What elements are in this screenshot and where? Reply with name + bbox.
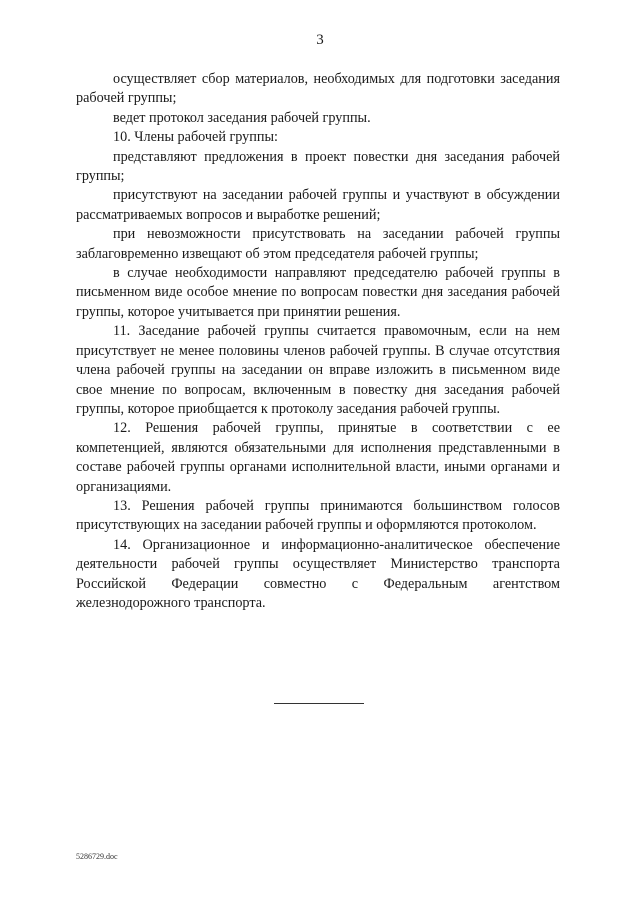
paragraph: представляют предложения в проект повестки дня заседания рабочей группы; <box>76 148 560 185</box>
paragraph: при невозможности присутствовать на заседании рабочей группы заблаговременно извещают об этом председателя рабочей группы; <box>76 226 560 262</box>
paragraph: 11. Заседание рабочей группы считается правомочным, если на нем присутствует не менее половины членов рабочей группы. В случае отсутствия члена рабочей группы на заседании он вправе изложить в письменном виде свое мнение по вопросам, включенным в повестку дня заседания рабочей группы, которое приобщается к протоколу заседания рабочей группы. <box>76 323 560 417</box>
document-filename: 5286729.doc <box>76 852 118 861</box>
paragraph: осуществляет сбор материалов, необходимых для подготовки заседания рабочей группы; <box>76 71 560 107</box>
paragraph: ведет протокол заседания рабочей группы. <box>113 109 371 126</box>
paragraph: 12. Решения рабочей группы, принятые в соответствии с ее компетенцией, являются обязательными для исполнения представленными в составе рабочей группы органами исполнительной власти, иными органами и организациями. <box>76 420 560 495</box>
paragraph: 13. Решения рабочей группы принимаются большинством голосов присутствующих на заседании рабочей группы и оформляются протоколом. <box>76 497 560 534</box>
paragraph: присутствуют на заседании рабочей группы и участвуют в обсуждении рассматриваемых вопросов и выработке решений; <box>76 187 560 223</box>
page-number: 3 <box>316 32 324 48</box>
document-body <box>76 70 560 613</box>
paragraph: в случае необходимости направляют председателю рабочей группы в письменном виде особое мнение по вопросам повестки дня заседания рабочей группы, которое учитывается при принятии решения. <box>76 265 560 320</box>
paragraph: 14. Организационное и информационно-аналитическое обеспечение деятельности рабочей группы осуществляет Министерство транспорта Российской Федерации совместно с Федеральным агентством железнодорожного транспорта. <box>76 536 560 611</box>
end-separator-line <box>274 703 364 704</box>
paragraph: 10. Члены рабочей группы: <box>113 129 278 146</box>
